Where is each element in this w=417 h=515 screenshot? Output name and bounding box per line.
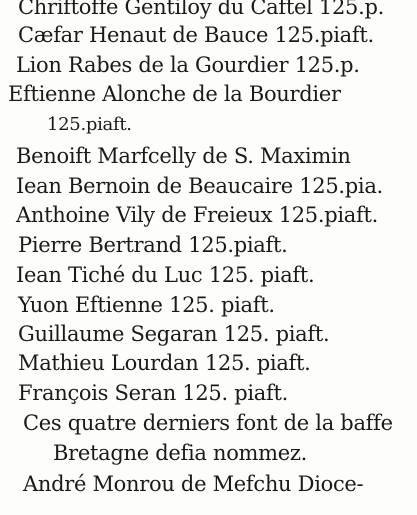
text-line: Cæfar Henaut de Bauce 125.piaft. — [18, 23, 374, 47]
text-line: Ces quatre derniers font de la baffe — [23, 411, 393, 435]
text-line: Anthoine Vily de Freieux 125.piaft. — [16, 203, 379, 227]
text-line: Eftienne Alonche de la Bourdier — [8, 82, 341, 106]
text-line: Mathieu Lourdan 125. piaft. — [18, 351, 311, 375]
text-line: Iean Bernoin de Beaucaire 125.pia. — [16, 174, 383, 198]
text-line: Iean Tiché du Luc 125. piaft. — [16, 263, 315, 287]
text-line: Benoift Marfcelly de S. Maximin — [16, 144, 351, 168]
text-line: Bretagne defia nommez. — [53, 441, 308, 465]
text-line: Yuon Eftienne 125. piaft. — [18, 293, 275, 317]
text-line: Lion Rabes de la Gourdier 125.p. — [16, 53, 360, 77]
text-line: Pierre Bertrand 125.piaft. — [18, 233, 288, 257]
text-line: Guillaume Segaran 125. piaft. — [18, 322, 330, 346]
text-line: Chriftoffe Gentiloy du Caftel 125.p. — [18, 0, 384, 19]
text-line: 125.piaft. — [47, 114, 132, 135]
text-line: André Monrou de Mefchu Dioce- — [23, 472, 364, 496]
text-line: François Seran 125. piaft. — [18, 381, 288, 405]
